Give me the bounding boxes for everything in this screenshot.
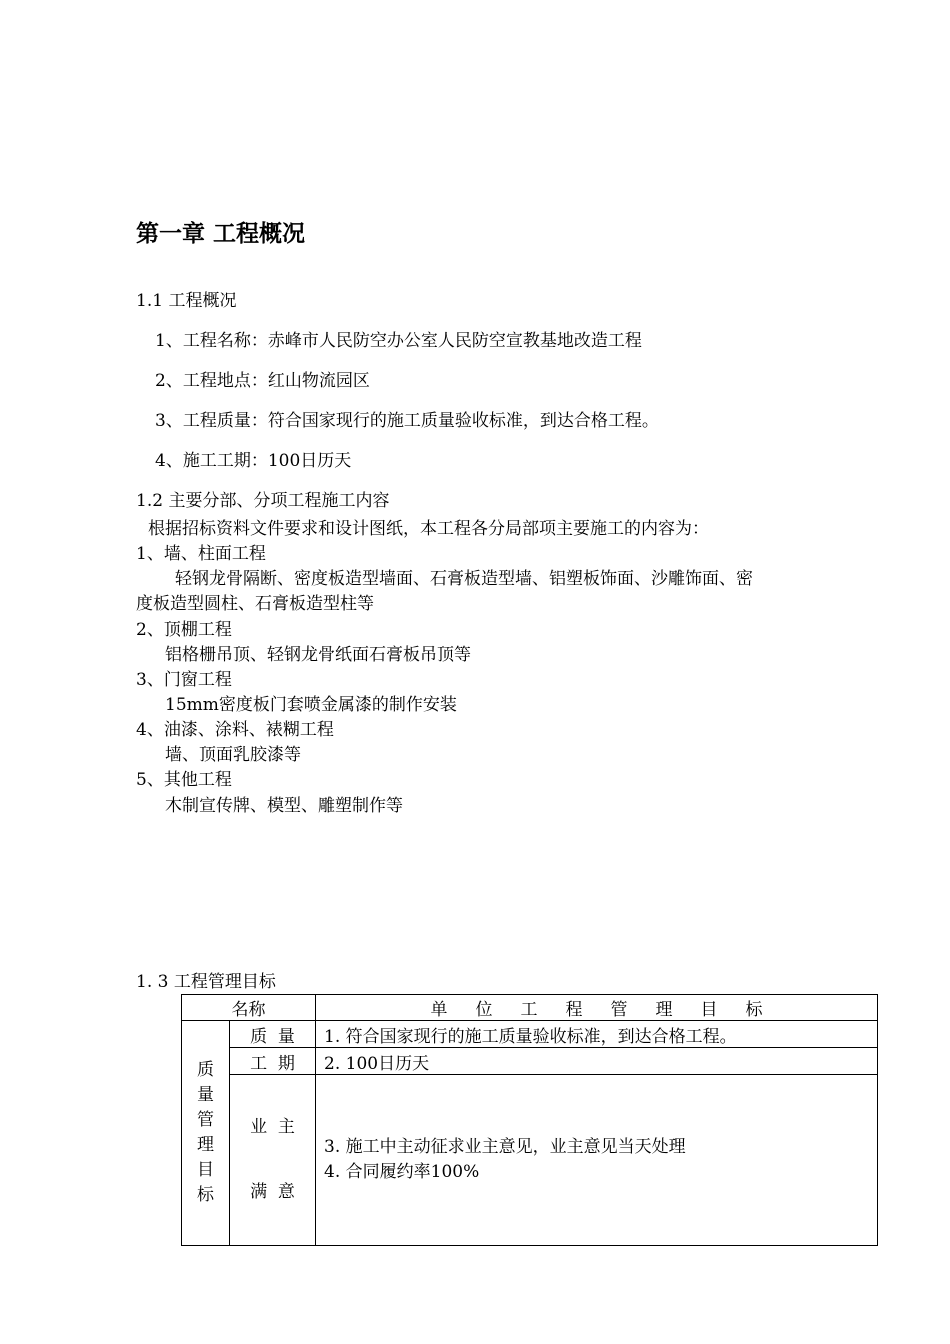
section-1-1-heading: 1.1 工程概况 [136, 291, 237, 311]
part-line: 度板造型圆柱、石膏板造型柱等 [136, 594, 374, 614]
header-goal: 单位工程管理目标 [316, 995, 878, 1021]
sub-satisfaction: 业 主 满 意 [230, 1075, 316, 1246]
sub-duration: 工 期 [230, 1048, 316, 1075]
part-line: 铝格栅吊顶、轻钢龙骨纸面石膏板吊顶等 [165, 645, 471, 665]
project-duration: 4、施工工期：100日历天 [155, 451, 352, 471]
part-title: 2、顶棚工程 [136, 620, 232, 640]
part-title: 5、其他工程 [136, 770, 232, 790]
section-1-2-intro: 根据招标资料文件要求和设计图纸，本工程各分局部项主要施工的内容为： [148, 519, 709, 539]
goal-duration: 2. 100日历天 [316, 1048, 878, 1075]
table-row [182, 1075, 878, 1246]
table-row [182, 1048, 878, 1075]
part-line: 轻钢龙骨隔断、密度板造型墙面、石膏板造型墙、铝塑板饰面、沙雕饰面、密 [175, 569, 753, 589]
part-line: 木制宣传牌、模型、雕塑制作等 [165, 796, 403, 816]
category-cell: 质 量 管 理 目 标 [182, 1021, 230, 1246]
part-title: 1、墙、柱面工程 [136, 544, 266, 564]
table-header-row [182, 995, 878, 1021]
project-name: 1、工程名称：赤峰市人民防空办公室人民防空宣教基地改造工程 [155, 331, 642, 351]
section-1-3-heading: 1. 3 工程管理目标 [136, 972, 276, 992]
table-row [182, 1021, 878, 1048]
part-title: 3、门窗工程 [136, 670, 232, 690]
part-line: 15mm密度板门套喷金属漆的制作安装 [165, 695, 457, 715]
project-location: 2、工程地点：红山物流园区 [155, 371, 370, 391]
management-goals-table [181, 994, 878, 1246]
section-1-2-heading: 1.2 主要分部、分项工程施工内容 [136, 491, 390, 511]
chapter-title: 第一章 工程概况 [136, 221, 306, 247]
project-quality: 3、工程质量：符合国家现行的施工质量验收标准，到达合格工程。 [155, 411, 659, 431]
part-title: 4、油漆、涂料、裱糊工程 [136, 720, 334, 740]
part-line: 墙、顶面乳胶漆等 [165, 745, 301, 765]
header-name: 名称 [182, 995, 316, 1021]
goal-satisfaction: 3. 施工中主动征求业主意见，业主意见当天处理 4. 合同履约率100% [316, 1075, 878, 1246]
goal-quality: 1. 符合国家现行的施工质量验收标准，到达合格工程。 [316, 1021, 878, 1048]
sub-quality: 质 量 [230, 1021, 316, 1048]
